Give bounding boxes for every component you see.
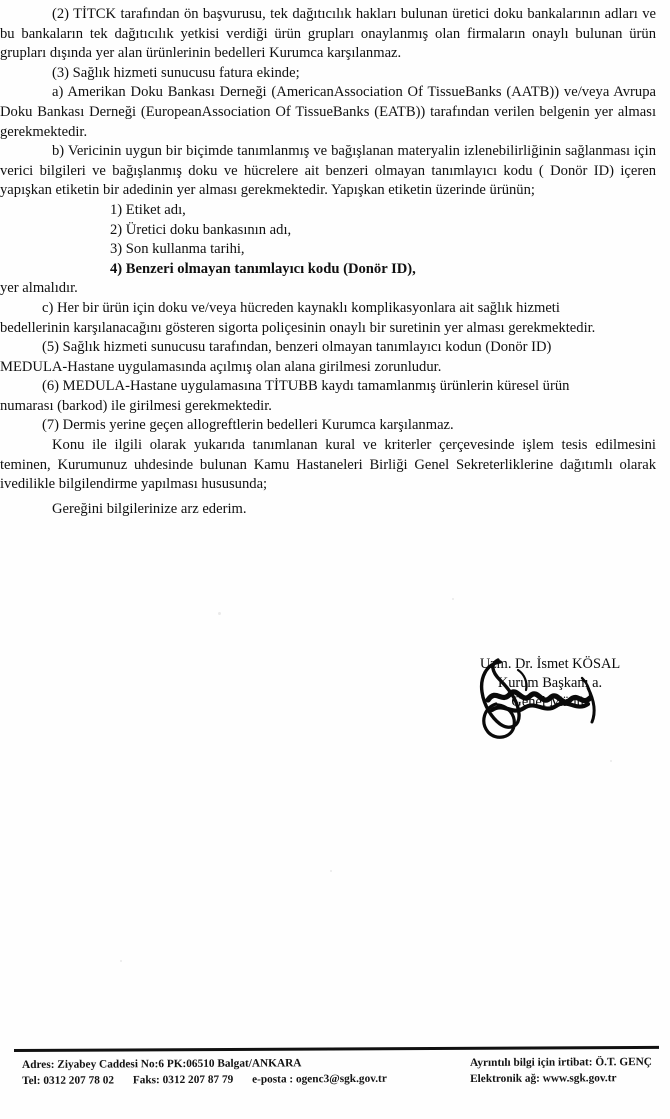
paragraph-3: (3) Sağlık hizmeti sunucusu fatura ekinde; — [52, 64, 300, 81]
scan-speck — [452, 598, 454, 600]
footer-left-column — [22, 1056, 403, 1089]
footer-email: e-posta : ogenc3@sgk.gov.tr — [252, 1072, 387, 1086]
document-body — [0, 0, 670, 519]
page-footer — [0, 1058, 670, 1102]
paragraph-final: Gereğini bilgilerinize arz ederim. — [52, 500, 247, 517]
footer-right-column — [470, 1055, 652, 1087]
signatory-role-line-2: Genel Müdür — [511, 694, 589, 710]
paragraph-a: a) Amerikan Doku Bankası Derneği (AmericanAssociation Of TissueBanks (AATB)) ve/veya Avrupa Doku Bankası Derneği (EuropeanAssociation Of TissueBanks (EATB)) tarafından verilen belgenin yer alması gerekmektedir. — [0, 84, 656, 140]
scan-speck — [218, 612, 221, 615]
scan-speck — [610, 760, 612, 762]
list-item: 4) Benzeri olmayan tanımlayıcı kodu (Donör ID), — [110, 260, 416, 277]
footer-divider — [14, 1046, 659, 1052]
paragraph-c: c) Her bir ürün için doku ve/veya hücreden kaynaklı komplikasyonlara ait sağlık hizmeti bedellerinin karşılanacağını gösteren sigorta poliçesinin onaylı bir suretinin yer alması gerekmektedir. — [0, 299, 596, 336]
after-list-text: yer almalıdır. — [0, 280, 78, 297]
footer-contact-person: Ayrıntılı bilgi için irtibat: Ö.T. GENÇ — [470, 1056, 652, 1069]
paragraph-6: (6) MEDULA-Hastane uygulamasına TİTUBB kaydı tamamlanmış ürünlerin küresel ürün numarası (barkod) ile girilmesi gerekmektedir. — [0, 378, 570, 414]
footer-contact-row — [22, 1071, 403, 1089]
footer-address: Adres: Ziyabey Caddesi No:6 PK:06510 Balgat/ANKARA — [22, 1057, 302, 1071]
signature-block — [430, 655, 670, 712]
signatory-name: Uzm. Dr. İsmet KÖSAL — [479, 656, 621, 672]
list-item: 3) Son kullanma tarihi, — [110, 241, 245, 258]
paragraph-closing: Konu ile ilgili olarak yukarıda tanımlanan kural ve kriterler çerçevesinde işlem tesis edilmesini teminen, Kurumunuz uhdesinde bulunan Kamu Hastaneleri Birliği Genel Sekreterliklerine dağıtımlı olarak ivedilikle bilgilendirme yapılması hususunda; — [0, 437, 656, 493]
footer-tel: Tel: 0312 207 78 02 — [22, 1073, 115, 1087]
list-item: 2) Üretici doku bankasının adı, — [110, 221, 292, 238]
footer-fax: Faks: 0312 207 87 79 — [132, 1073, 234, 1086]
scan-speck — [330, 870, 332, 872]
paragraph-7: (7) Dermis yerine geçen allogreftlerin bedelleri Kurumca karşılanmaz. — [42, 417, 454, 434]
list-item: 1) Etiket adı, — [110, 201, 186, 218]
signatory-role-line-1: Kurum Başkanı a. — [497, 675, 603, 691]
scan-speck — [120, 960, 122, 962]
paragraph-b: b) Vericinin uygun bir biçimde tanımlanmış ve bağışlanan materyalin izlenebilirliğinin sağlanması için verici bilgileri ve bağışlanmış doku ve hücrelere ait benzeri olmayan tanımlayıcı kodu ( Donör ID) içeren yapışkan etiketin bir adedinin yer alması gerekmektedir. Yapışkan etiketin üzerinde ürünün; — [0, 143, 656, 199]
paragraph-5: (5) Sağlık hizmeti sunucusu tarafından, benzeri olmayan tanımlayıcı kodun (Donör ID) MEDULA-Hastane uygulamasında açılmış olan alana girilmesi zorunludur. — [0, 339, 552, 375]
paragraph-2: (2) TİTCK tarafından ön başvurusu, tek dağıtıcılık hakları bulunan üretici doku bankalarının adları ve bu bankaların tek dağıtıcılık yetkisi verdiği ürün grupları onaylanmış olan firmaların onaylı bulunan ürün grupları dışında yer alan ürünlerinin bedelleri Kurumca karşılanmaz. — [0, 6, 656, 62]
footer-website: Elektronik ağ: www.sgk.gov.tr — [470, 1071, 617, 1085]
